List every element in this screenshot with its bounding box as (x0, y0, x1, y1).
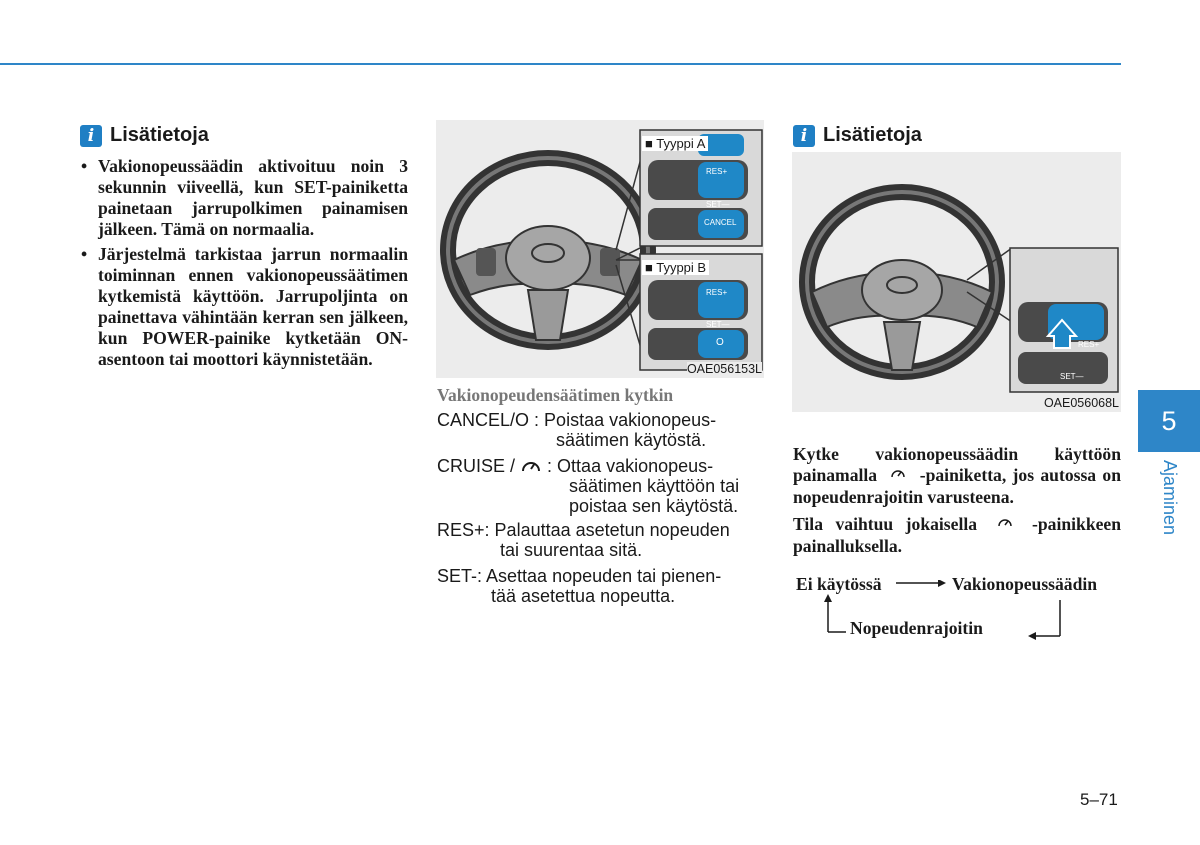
page-number: 5–71 (1080, 790, 1118, 809)
info-bullet-1: • Vakionopeussäädin aktivoituu noin 3 sekunnin viiveellä, kun SET-painiketta painetaan jarrupolkimen painamisen jälkeen. Tämä on normaalia. (78, 156, 408, 240)
paragraph-text: Kytke vakionopeussäädin käyttöön painamalla (793, 444, 1121, 485)
header-rule (0, 63, 1121, 65)
info-bullet-list (78, 156, 408, 374)
definition-set (437, 566, 765, 606)
chapter-tab-number: 5 (1138, 390, 1200, 452)
figure-code-b: OAE056068L (1043, 396, 1119, 410)
info-icon: i (80, 125, 102, 147)
state-diagram-arrows (820, 580, 1070, 640)
state-cruise-control: Vakionopeussäädin (952, 574, 1098, 594)
definition-desc: Asettaa nopeuden tai pienen- (486, 566, 722, 586)
res-button-label-b: RES+ (706, 288, 728, 297)
info-heading-right (793, 124, 922, 147)
definition-cruise (437, 456, 765, 516)
chapter-tab-label: Ajaminen (1160, 460, 1180, 536)
definition-desc: Poistaa vakionopeus- (544, 410, 717, 430)
definition-cont: säätimen käytöstä. (556, 430, 707, 450)
mode-icon (990, 516, 1020, 536)
paragraph-text: Tila vaihtuu jokaisella (793, 514, 978, 534)
definition-cont: tai suurentaa sitä. (500, 540, 643, 560)
cruise-icon (520, 456, 542, 474)
set-button-label-b: SET— (706, 320, 730, 329)
state-not-in-use: Ei käytössä (796, 574, 882, 594)
definition-desc: : Ottaa vakionopeus- (547, 456, 714, 476)
steering-wheel-figure-a-b (436, 120, 764, 378)
definition-cont: tää asetettua nopeutta. (491, 586, 676, 606)
definition-term: SET-: (437, 566, 483, 586)
switch-subtitle: Vakionopeudensäätimen kytkin (437, 385, 674, 405)
set-button-label-mode: SET— (1060, 372, 1084, 381)
mode-icon (883, 467, 913, 487)
definition-term: RES+: (437, 520, 490, 540)
res-button-label-a: RES+ (706, 167, 728, 176)
info-heading-text: Lisätietoja (110, 124, 209, 146)
mode-paragraph-2 (793, 514, 1121, 557)
steering-wheel-illustration (436, 120, 764, 378)
res-button-label-mode: RES+ (1078, 340, 1100, 349)
definition-term: CRUISE / (437, 456, 516, 476)
state-speed-limiter: Nopeudenrajoitin (850, 618, 983, 638)
cancel-button-label: CANCEL (704, 218, 737, 227)
definition-desc: Palauttaa asetetun nopeuden (494, 520, 730, 540)
definition-res (437, 520, 765, 560)
paragraph-text: -painiketta, jos autossa on nopeudenrajoitin varusteena. (793, 465, 1121, 507)
info-heading-left (80, 124, 209, 147)
definition-term: CANCEL/O : (437, 410, 540, 430)
figure-code-a: OAE056153L (686, 362, 762, 376)
info-heading-text: Lisätietoja (823, 124, 922, 146)
circle-button-label: O (716, 337, 724, 348)
set-button-label-a: SET— (706, 200, 730, 209)
type-b-label: ■ Tyyppi B (642, 260, 709, 275)
definition-cancel (437, 410, 765, 450)
definition-cont: säätimen käyttöön tai poistaa sen käytöstä. (569, 476, 740, 516)
type-a-label: ■ Tyyppi A (642, 136, 708, 151)
steering-wheel-figure-mode (792, 152, 1121, 412)
paragraph-text: -painikkeen painalluksella. (793, 514, 1122, 556)
info-bullet-2: • Järjestelmä tarkistaa jarrun normaalin toiminnan ennen vakionopeussäätimen kytkemistä käyttöön. Jarrupoljinta on painettava vähintään kerran sen jälkeen, kun POWER-painike kytketään ON-asentoon tai moottori käynnistetään. (78, 244, 408, 370)
mode-paragraph-1 (793, 444, 1121, 508)
info-icon: i (793, 125, 815, 147)
